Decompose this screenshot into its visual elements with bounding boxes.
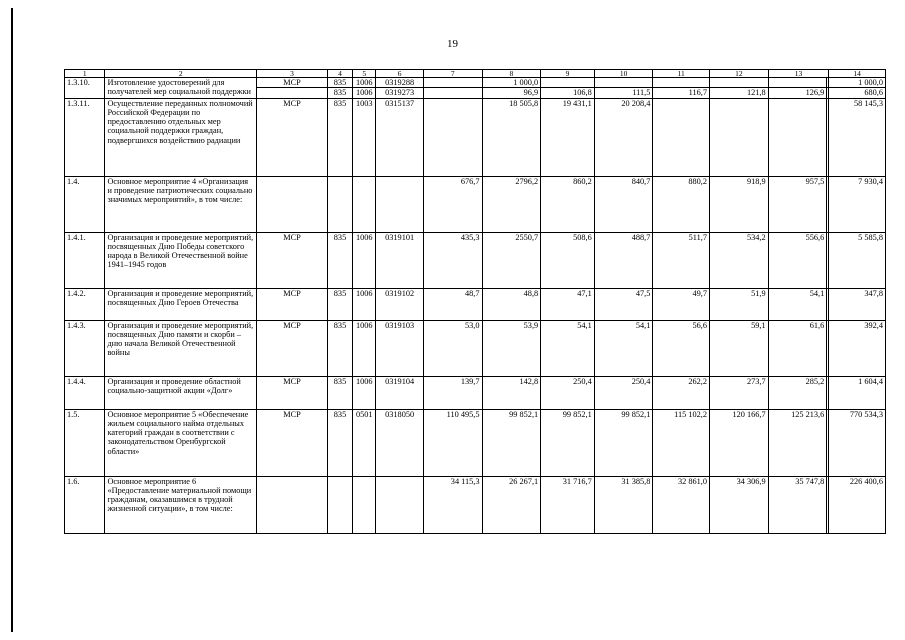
code-cell: 835 [327, 232, 352, 288]
code-cell: 1006 [353, 288, 376, 320]
code-cell: 835 [327, 376, 352, 409]
amount-cell: 142,8 [482, 376, 541, 409]
amount-cell [768, 78, 827, 88]
column-number-cell: 7 [423, 70, 482, 78]
measure-name-cell: Организация и проведение мероприятий, посвященных Дню Победы советского народа в Великой Отечественной войне 1941–1945 годов [105, 232, 257, 288]
amount-cell: 488,7 [594, 232, 653, 288]
amount-cell: 99 852,1 [594, 409, 653, 476]
column-number-cell: 4 [327, 70, 352, 78]
amount-cell [423, 88, 482, 98]
row-number-cell: 1.4.2. [65, 288, 105, 320]
amount-cell [423, 98, 482, 176]
amount-cell: 34 115,3 [423, 476, 482, 533]
amount-cell [594, 78, 653, 88]
code-cell [353, 476, 376, 533]
column-number-cell: 8 [482, 70, 541, 78]
measure-name-cell: Основное мероприятие 6 «Предоставление материальной помощи гражданам, оказавшимся в трудной жизненной ситуации», в том числе: [105, 476, 257, 533]
amount-cell: 273,7 [710, 376, 769, 409]
table-row [65, 176, 886, 232]
executor-cell [257, 476, 328, 533]
amount-cell: 47,1 [541, 288, 595, 320]
page-number: 19 [447, 38, 458, 50]
table-row [65, 98, 886, 176]
executor-cell: МСР [257, 232, 328, 288]
amount-cell: 347,8 [829, 288, 886, 320]
code-cell: 1006 [353, 232, 376, 288]
amount-cell: 120 166,7 [710, 409, 769, 476]
measure-name-cell: Осуществление переданных полномочий Российской Федерации по предоставлению отдельных мер социальной поддержки граждан, подвергшихся воздействию радиации [105, 98, 257, 176]
amount-cell: 250,4 [541, 376, 595, 409]
code-cell: 0319102 [376, 288, 424, 320]
code-cell [327, 476, 352, 533]
amount-cell: 31 385,8 [594, 476, 653, 533]
executor-cell [257, 176, 328, 232]
amount-cell: 121,8 [710, 88, 769, 98]
amount-cell [653, 78, 710, 88]
amount-cell [541, 78, 595, 88]
amount-cell: 56,6 [653, 320, 710, 376]
code-cell: 835 [327, 288, 352, 320]
amount-cell: 99 852,1 [482, 409, 541, 476]
measure-name-cell: Организация и проведение областной социально-защитной акции «Долг» [105, 376, 257, 409]
amount-cell: 18 505,8 [482, 98, 541, 176]
amount-cell: 54,1 [594, 320, 653, 376]
code-cell: 0319103 [376, 320, 424, 376]
amount-cell [653, 98, 710, 176]
code-cell [376, 176, 424, 232]
page-binding-rule [11, 8, 13, 632]
amount-cell: 110 495,5 [423, 409, 482, 476]
row-number-cell: 1.4. [65, 176, 105, 232]
column-number-row [65, 70, 886, 78]
amount-cell: 53,0 [423, 320, 482, 376]
executor-cell: МСР [257, 78, 328, 88]
amount-cell: 880,2 [653, 176, 710, 232]
column-number-cell: 1 [65, 70, 105, 78]
amount-cell: 957,5 [768, 176, 827, 232]
measure-name-cell: Организация и проведение мероприятий, посвященных Дню памяти и скорби – дню начала Великой Отечественной войны [105, 320, 257, 376]
row-number-cell: 1.4.1. [65, 232, 105, 288]
amount-cell: 5 585,8 [829, 232, 886, 288]
column-number-cell: 2 [105, 70, 257, 78]
amount-cell: 106,8 [541, 88, 595, 98]
amount-cell: 125 213,6 [768, 409, 827, 476]
amount-cell: 1 000,0 [482, 78, 541, 88]
code-cell: 1003 [353, 98, 376, 176]
executor-cell [257, 88, 328, 98]
column-number-cell: 13 [768, 70, 829, 78]
table-row [65, 288, 886, 320]
amount-cell: 1 000,0 [829, 78, 886, 88]
amount-cell: 226 400,6 [829, 476, 886, 533]
code-cell: 0319288 [376, 78, 424, 88]
column-number-cell: 12 [710, 70, 769, 78]
amount-cell: 285,2 [768, 376, 827, 409]
column-number-cell: 3 [257, 70, 328, 78]
code-cell: 835 [327, 78, 352, 88]
table-row [65, 376, 886, 409]
row-number-cell: 1.6. [65, 476, 105, 533]
amount-cell [768, 98, 827, 176]
amount-cell: 508,6 [541, 232, 595, 288]
amount-cell: 48,8 [482, 288, 541, 320]
code-cell: 835 [327, 320, 352, 376]
amount-cell: 35 747,8 [768, 476, 827, 533]
amount-cell: 511,7 [653, 232, 710, 288]
code-cell [353, 176, 376, 232]
amount-cell [423, 78, 482, 88]
code-cell: 835 [327, 88, 352, 98]
amount-cell: 99 852,1 [541, 409, 595, 476]
amount-cell: 49,7 [653, 288, 710, 320]
amount-cell: 48,7 [423, 288, 482, 320]
measure-name-cell: Основное мероприятие 4 «Организация и проведение патриотических социально значимых мероприятий», в том числе: [105, 176, 257, 232]
amount-cell: 534,2 [710, 232, 769, 288]
executor-cell: МСР [257, 376, 328, 409]
column-number-cell: 9 [541, 70, 595, 78]
amount-cell: 32 861,0 [653, 476, 710, 533]
code-cell: 0319273 [376, 88, 424, 98]
executor-cell: МСР [257, 409, 328, 476]
amount-cell: 51,9 [710, 288, 769, 320]
column-number-cell: 6 [376, 70, 424, 78]
amount-cell: 61,6 [768, 320, 827, 376]
amount-cell: 392,4 [829, 320, 886, 376]
amount-cell: 840,7 [594, 176, 653, 232]
executor-cell: МСР [257, 288, 328, 320]
table-row [65, 78, 886, 88]
amount-cell: 34 306,9 [710, 476, 769, 533]
row-number-cell: 1.5. [65, 409, 105, 476]
amount-cell [710, 98, 769, 176]
amount-cell: 20 208,4 [594, 98, 653, 176]
amount-cell: 116,7 [653, 88, 710, 98]
amount-cell: 1 604,4 [829, 376, 886, 409]
amount-cell: 115 102,2 [653, 409, 710, 476]
row-number-cell: 1.3.10. [65, 78, 105, 99]
amount-cell: 126,9 [768, 88, 827, 98]
amount-cell: 680,6 [829, 88, 886, 98]
row-number-cell: 1.3.11. [65, 98, 105, 176]
amount-cell: 19 431,1 [541, 98, 595, 176]
amount-cell: 53,9 [482, 320, 541, 376]
amount-cell: 262,2 [653, 376, 710, 409]
amount-cell: 556,6 [768, 232, 827, 288]
code-cell: 0501 [353, 409, 376, 476]
column-number-cell: 10 [594, 70, 653, 78]
amount-cell: 54,1 [541, 320, 595, 376]
code-cell: 1006 [353, 78, 376, 88]
amount-cell: 96,9 [482, 88, 541, 98]
code-cell: 1006 [353, 88, 376, 98]
executor-cell: МСР [257, 320, 328, 376]
code-cell: 0318050 [376, 409, 424, 476]
code-cell: 0319104 [376, 376, 424, 409]
table-row [65, 476, 886, 533]
amount-cell: 26 267,1 [482, 476, 541, 533]
code-cell: 0319101 [376, 232, 424, 288]
amount-cell: 770 534,3 [829, 409, 886, 476]
amount-cell: 918,9 [710, 176, 769, 232]
amount-cell: 250,4 [594, 376, 653, 409]
amount-cell: 54,1 [768, 288, 827, 320]
column-number-cell: 11 [653, 70, 710, 78]
measure-name-cell: Организация и проведение мероприятий, посвященных Дню Героев Отечества [105, 288, 257, 320]
amount-cell: 58 145,3 [829, 98, 886, 176]
code-cell: 1006 [353, 376, 376, 409]
measure-name-cell: Основное мероприятие 5 «Обеспечение жильем социального найма отдельных категорий граждан в соответствии с законодательством Оренбургской области» [105, 409, 257, 476]
code-cell: 835 [327, 409, 352, 476]
column-number-cell: 5 [353, 70, 376, 78]
amount-cell: 860,2 [541, 176, 595, 232]
row-number-cell: 1.4.3. [65, 320, 105, 376]
amount-cell [710, 78, 769, 88]
row-number-cell: 1.4.4. [65, 376, 105, 409]
code-cell [327, 176, 352, 232]
amount-cell: 47,5 [594, 288, 653, 320]
table-body [65, 70, 886, 534]
amount-cell: 2550,7 [482, 232, 541, 288]
amount-cell: 111,5 [594, 88, 653, 98]
measure-name-cell: Изготовление удостоверений для получателей мер социальной поддержки [105, 78, 257, 99]
code-cell: 835 [327, 98, 352, 176]
amount-cell: 2796,2 [482, 176, 541, 232]
budget-table [64, 69, 886, 534]
amount-cell: 139,7 [423, 376, 482, 409]
table-row [65, 320, 886, 376]
amount-cell: 7 930,4 [829, 176, 886, 232]
amount-cell: 31 716,7 [541, 476, 595, 533]
table-row [65, 232, 886, 288]
executor-cell: МСР [257, 98, 328, 176]
amount-cell: 676,7 [423, 176, 482, 232]
code-cell: 0315137 [376, 98, 424, 176]
code-cell [376, 476, 424, 533]
amount-cell: 435,3 [423, 232, 482, 288]
table-row [65, 409, 886, 476]
column-number-cell: 14 [829, 70, 886, 78]
code-cell: 1006 [353, 320, 376, 376]
amount-cell: 59,1 [710, 320, 769, 376]
